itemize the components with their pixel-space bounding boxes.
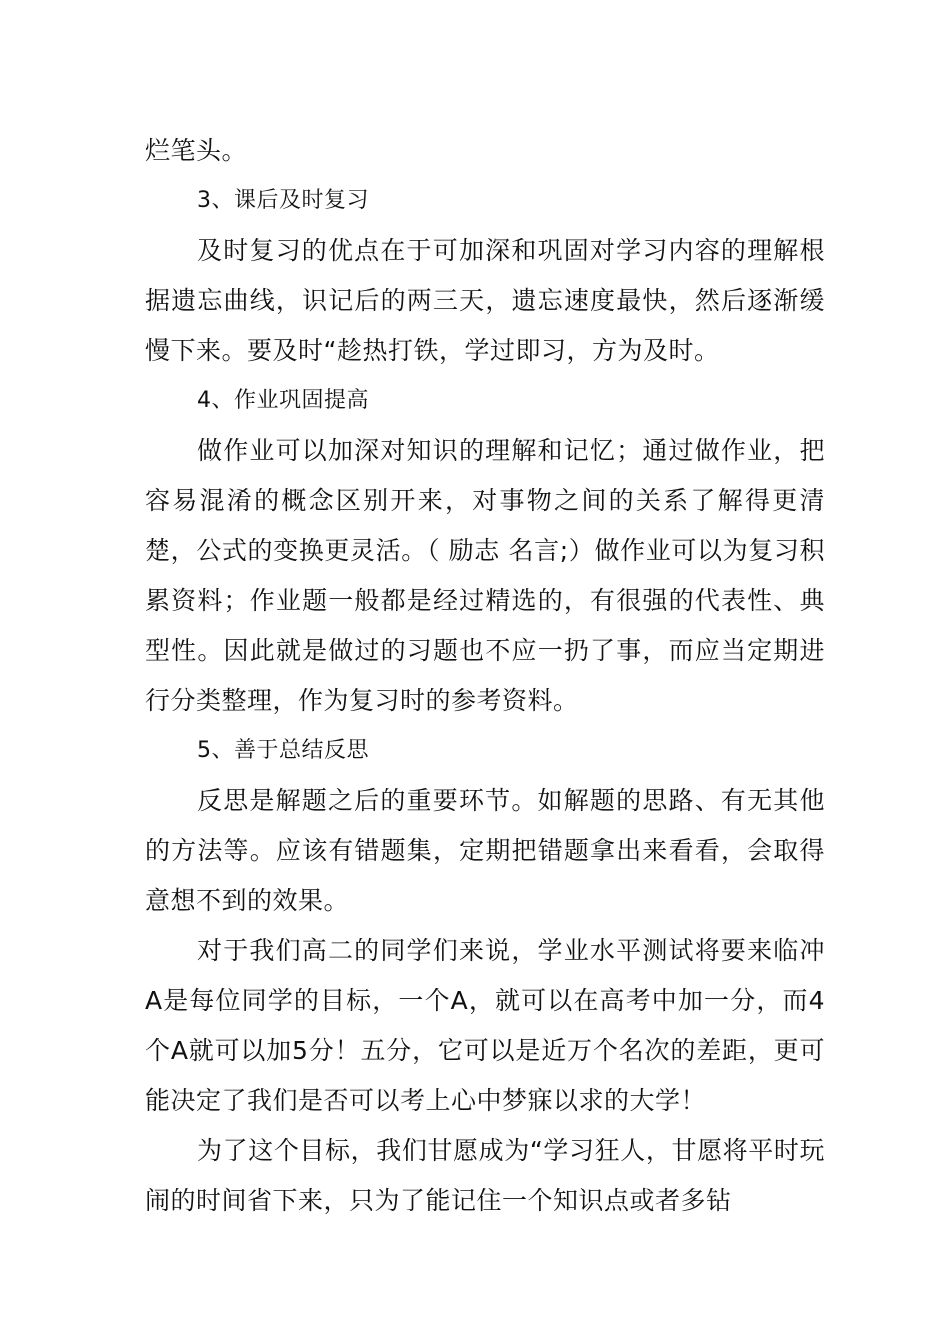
paragraph-reflection: 反思是解题之后的重要环节。如解题的思路、有无其他的方法等。应该有错题集，定期把错题拿出来看看，会取得意想不到的效果。 [145,786,825,915]
document-body [145,126,825,1226]
paragraph-review: 及时复习的优点在于可加深和巩固对学习内容的理解根据遗忘曲线，识记后的两三天，遗忘速度最快，然后逐渐缓慢下来。要及时“趁热打铁，学过即习，方为及时。 [145,236,825,365]
paragraph-homework: 做作业可以加深对知识的理解和记忆；通过做作业，把容易混淆的概念区别开来，对事物之间的关系了解得更清楚，公式的变换更灵活。（ 励志 名言;）做作业可以为复习积累资料；作业题一般都是经过精选的，有很强的代表性、典型性。因此就是做过的习题也不应一扔了事，而应当定期进行分类整理，作为复习时的参考资料。 [145,436,825,715]
section-heading-homework: 4、作业巩固提高 [197,388,369,413]
section-heading-review: 3、课后及时复习 [197,188,369,213]
section-heading-reflection: 5、善于总结反思 [197,738,369,763]
paragraph-continuation: 烂笔头。 [145,136,248,165]
paragraph-exam-goal: 对于我们高二的同学们来说，学业水平测试将要来临冲A是每位同学的目标，一个A，就可以在高考中加一分，而4个A就可以加5分！五分，它可以是近万个名次的差距，更可能决定了我们是否可以考上心中梦寐以求的大学！ [145,936,825,1115]
paragraph-commitment: 为了这个目标，我们甘愿成为“学习狂人，甘愿将平时玩闹的时间省下来，只为了能记住一个知识点或者多钻 [145,1136,825,1215]
